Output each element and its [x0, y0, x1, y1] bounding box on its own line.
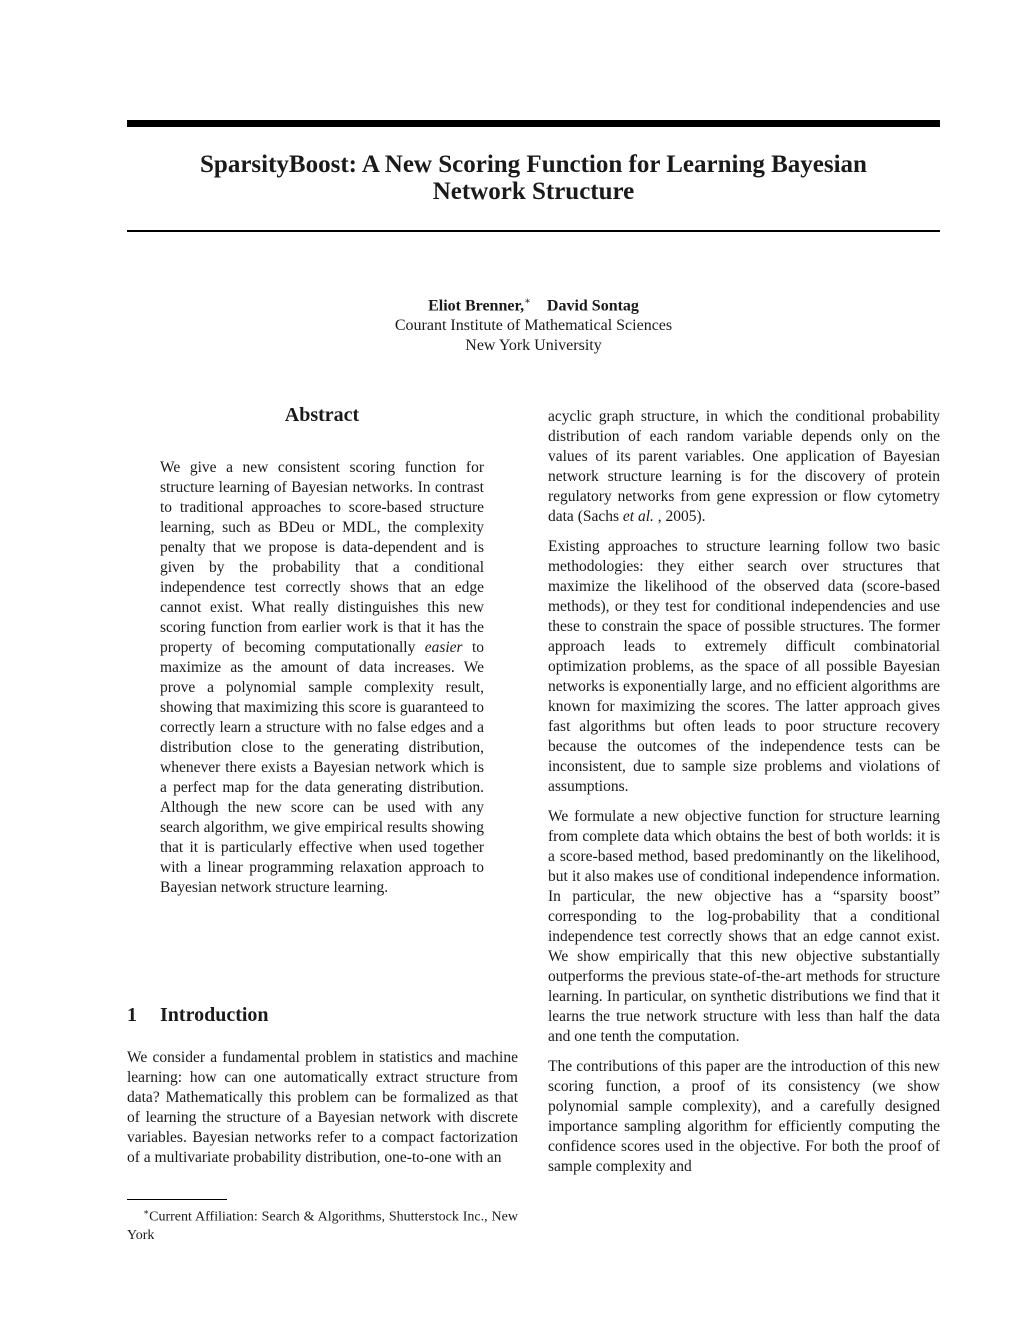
footnote-rule [127, 1199, 227, 1200]
right-paragraph-4: The contributions of this paper are the introduction of this new scoring function, a proof of its consistency (we show polynomial sample complexity), and a carefully designed importance sampling algorithm for efficiently computing the confidence scores used in the objective. For both the proof of sample complexity and [548, 1058, 940, 1175]
author-names [127, 292, 940, 316]
introduction-paragraph-1: We consider a fundamental problem in statistics and machine learning: how can one automatically extract structure from data? Mathematically this problem can be formalized as that of learning the structure of a Bayesian network with discrete variables. Bayesian networks refer to a compact factorization of a multivariate probability distribution, one-to-one with an [127, 1049, 518, 1166]
abstract-text-part-2: to maximize as the amount of data increases. We prove a polynomial sample complexity result, showing that maximizing this score is guaranteed to correctly learn a structure with no false edges and a distribution close to the generating distribution, whenever there exists a Bayesian network which is a perfect map for the data generating distribution. Although the new score can be used with any search algorithm, we give empirical results showing that it is particularly effective when used together with a linear programming relaxation approach to Bayesian network structure learning. [160, 639, 485, 896]
right-paragraph-3: We formulate a new objective function for structure learning from complete data which obtains the best of both worlds: it is a score-based method, based predominantly on the likelihood, but it also makes use of conditional independence information. In particular, the new objective has a “sparsity boost” corresponding to the log-probability that a conditional independence test correctly shows that an edge cannot exist. We show empirically that this new objective substantially outperforms the previous state-of-the-art methods for structure learning. In particular, on synthetic distributions we find that it learns the true network structure with less than half the data and one tenth the computation. [548, 808, 940, 1045]
affiliation-institute: Courant Institute of Mathematical Sciences [394, 317, 673, 335]
title-rule-top [127, 120, 940, 127]
introduction-body [127, 1048, 518, 1168]
abstract-emphasis: easier [424, 639, 463, 656]
affiliation-university: New York University [465, 337, 602, 355]
footnote-text: Current Affiliation: Search & Algorithms, Shutterstock Inc., New York [127, 1209, 518, 1243]
title-rule-bottom [127, 230, 940, 232]
right-column [548, 407, 940, 1177]
right-paragraph-1 [548, 407, 940, 527]
section-heading-introduction [127, 1004, 269, 1027]
section-number: 1 [127, 1004, 137, 1026]
author-2: David Sontag [546, 297, 639, 315]
right-p1-text-1: acyclic graph structure, in which the conditional probability distribution of each random variable depends only on the values of its parent variables. One application of Bayesian network structure learning is for the discovery of protein regulatory networks from gene expression or flow cytometry data (Sachs [548, 408, 940, 525]
title-line-2: Network Structure [432, 178, 635, 205]
paper-title [127, 151, 940, 205]
right-p1-text-2: , 2005). [653, 508, 706, 525]
abstract-heading: Abstract [284, 404, 360, 426]
footnote [127, 1203, 518, 1245]
title-line-1: SparsityBoost: A New Scoring Function for Learning Bayesian [200, 151, 867, 178]
abstract-body [160, 458, 484, 898]
author-1: Eliot Brenner, [428, 297, 525, 315]
right-paragraph-2: Existing approaches to structure learning follow two basic methodologies: they either search over structures that maximize the likelihood of the observed data (score-based methods), or they test for conditional independencies and use these to constrain the space of possible structures. The former approach leads to extremely difficult combinatorial optimization problems, as the space of all possible Bayesian networks is exponentially large, and no efficient algorithms are known for maximizing the scores. The latter approach gives fast algorithms but often leads to poor structure recovery because the outcomes of the independence tests can be inconsistent, due to sample size problems and violations of assumptions. [548, 538, 940, 795]
author-block [127, 292, 940, 356]
abstract-paragraph [160, 458, 484, 898]
section-title: Introduction [160, 1004, 269, 1026]
abstract-text-part-1: We give a new consistent scoring function for structure learning of Bayesian networks. In contrast to traditional approaches to score-based structure learning, such as BDeu or MDL, the complexity penalty that we propose is data-dependent and is given by the probability that a conditional independence test correctly shows that an edge cannot exist. What really distinguishes this new scoring function from earlier work is that it has the property of becoming computationally [160, 459, 484, 656]
author-1-footnote-mark: ∗ [524, 296, 531, 307]
footnote-mark: ∗ [143, 1207, 150, 1217]
citation-emphasis: et al. [622, 508, 654, 525]
